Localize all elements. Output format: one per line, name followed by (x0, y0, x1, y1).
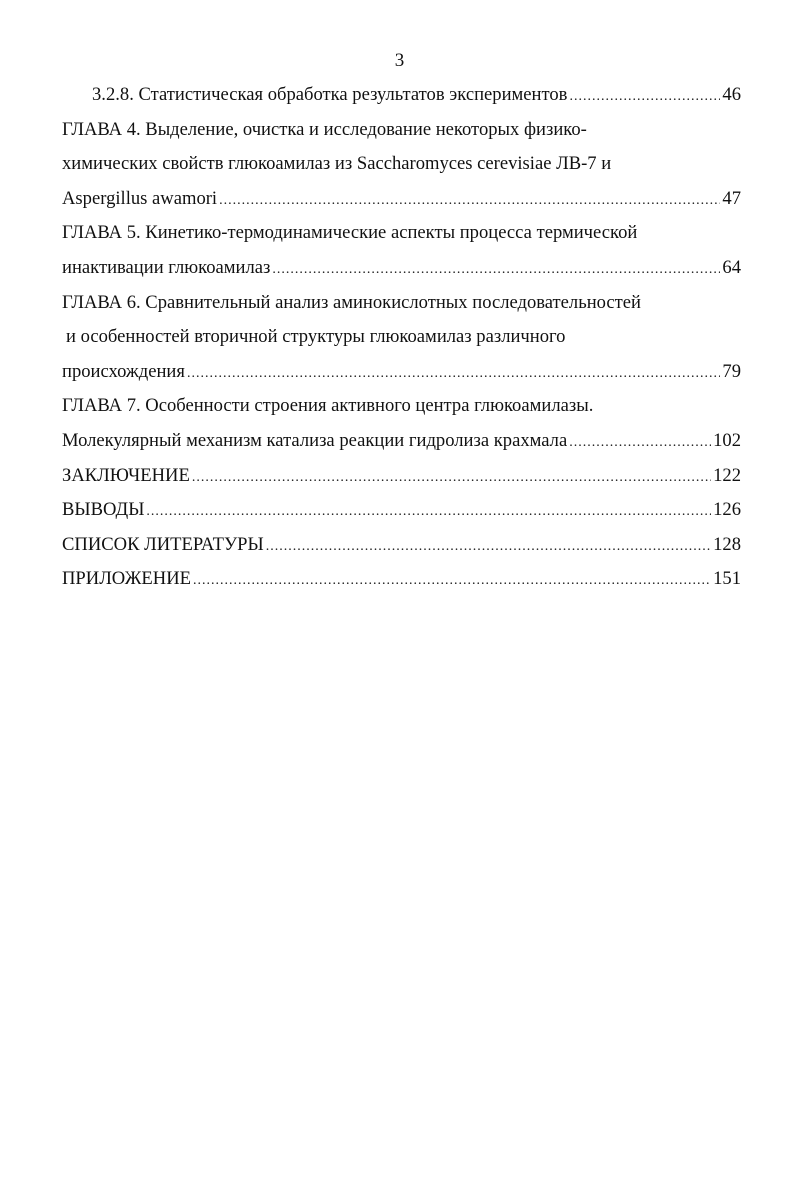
toc-entry-page: 128 (713, 533, 741, 555)
toc-entry-page: 64 (722, 256, 741, 278)
leader-dots (569, 80, 720, 113)
toc-entry-page: 102 (713, 429, 741, 451)
toc-entry-page: 46 (722, 84, 741, 105)
toc-entry-chapter-4 (62, 113, 741, 217)
toc-entry-title: СПИСОК ЛИТЕРАТУРЫ (62, 533, 264, 555)
toc-entry-title-line: происхождения (62, 360, 185, 382)
toc-entry-title-line: инактивации глюкоамилаз (62, 256, 271, 278)
leader-dots (272, 253, 720, 286)
toc-entry-page: 47 (722, 187, 741, 209)
toc-entry-title: ЗАКЛЮЧЕНИЕ (62, 464, 190, 486)
leader-dots (192, 461, 711, 494)
toc-entry-title-line: ГЛАВА 5. Кинетико-термодинамические аспекты процесса термической (62, 222, 638, 244)
toc-entry-references (62, 528, 741, 563)
leader-dots (219, 184, 720, 217)
toc-entry-chapter-7 (62, 389, 741, 458)
toc-entry-title-line: Молекулярный механизм катализа реакции гидролиза крахмала (62, 429, 568, 451)
toc-entry-conclusion (62, 459, 741, 494)
leader-dots (187, 357, 720, 390)
leader-dots (193, 564, 711, 597)
toc-entry-title-line: ГЛАВА 4. Выделение, очистка и исследование некоторых физико- (62, 118, 587, 140)
toc-entry-findings (62, 493, 741, 528)
toc-entry-page: 151 (713, 568, 741, 590)
leader-dots (266, 530, 711, 563)
toc-entry-title-line: ГЛАВА 7. Особенности строения активного центра глюкоамилазы. (62, 395, 594, 417)
toc-entry-appendix (62, 562, 741, 597)
leader-dots (569, 426, 711, 459)
toc-entry-title: ПРИЛОЖЕНИЕ (62, 568, 192, 590)
toc-entry-page: 79 (722, 360, 741, 382)
page-number: 3 (394, 50, 405, 71)
toc-entry-chapter-5 (62, 216, 741, 285)
table-of-contents (62, 78, 741, 597)
toc-entry-title: ВЫВОДЫ (62, 499, 145, 521)
toc-entry-title-line: Aspergillus awamori (62, 187, 218, 209)
toc-entry-page: 126 (713, 499, 741, 521)
toc-entry-page: 122 (713, 464, 741, 486)
toc-entry-chapter-6 (62, 286, 741, 390)
leader-dots (146, 495, 711, 528)
toc-entry-title-line: ГЛАВА 6. Сравнительный анализ аминокислотных последовательностей (62, 291, 641, 313)
toc-entry-title-line: и особенностей вторичной структуры глюкоамилаз различного (66, 326, 566, 348)
toc-entry-title-line: химических свойств глюкоамилаз из Saccharomyces cerevisiae ЛВ-7 и (62, 153, 612, 175)
toc-entry-title: 3.2.8. Статистическая обработка результатов экспериментов (92, 84, 568, 105)
toc-entry-3-2-8 (62, 78, 741, 113)
